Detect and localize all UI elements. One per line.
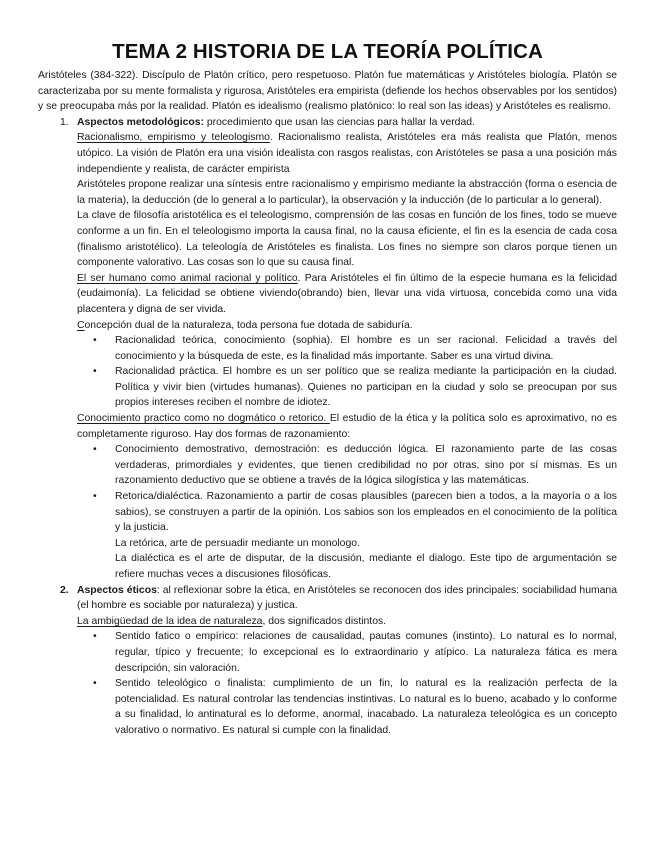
list-item-text: Sentido fatico o empírico: relaciones de causalidad, pautas comunes (instinto). Lo natural es lo normal, regular, típico y frecuente; lo excepcional es lo extraordinario y atípico. La naturaleza fática es mera descripción, sin valoración.	[115, 631, 617, 674]
list-item-text: Conocimiento demostrativo, demostración: es deducción lógica. El razonamiento parte de las cosas verdaderas, primordiales y evidentes, que tienen credibilidad no por otras, sino por sí mismas. Es un razonamiento deductivo que se obtiene a través de la lógica silogística y las matemáticas.	[115, 444, 617, 487]
section-2-heading-line	[77, 583, 617, 614]
bullet-icon: •	[93, 491, 97, 503]
bullet-icon: •	[93, 335, 97, 347]
bullet-list-naturaleza	[77, 629, 617, 738]
list-item	[77, 489, 617, 583]
subheading-ser-humano: El ser humano como animal racional y político	[77, 272, 298, 284]
paragraph-racionalismo	[77, 130, 617, 177]
bullet-list-razonamiento	[77, 442, 617, 582]
list-item-text: Racionalidad práctica. El hombre es un ser político que se realiza mediante la participación en la ciudad. Política y vivir bien (virtudes humanas). Quienes no participan en la ciudad y solo se preocupan por sus propios intereses reciben el nombre de idiotez.	[115, 366, 617, 409]
list-item-text: Racionalidad teórica, conocimiento (sophia). El hombre es un ser racional. Felicidad a través del conocimiento y la búsqueda de este, es la finalidad más importante. Saber es una virtud divina.	[115, 335, 617, 362]
paragraph-teleologismo: La clave de filosofía aristotélica es el teleologismo, comprensión de las cosas en función de los fines, todo se mueve conforme a un fin. En el teleologismo importa la causa final, no la causa eficiente, el fin es la esencia de cada cosa (finalismo aristotélico). La teleología de Aristóteles es finalista. Los fines no siempre son claros porque tienen un componente valorativo. Las cosas son lo que su causa final.	[77, 210, 617, 269]
subheading-ambiguedad: La ambigüedad de la idea de naturaleza	[77, 615, 263, 627]
section-2-number: 2.	[60, 584, 69, 596]
section-list	[38, 115, 617, 739]
bullet-list-racionalidad	[77, 333, 617, 411]
paragraph-ser-humano-text: . Para Aristóteles el fin último de la especie humana es la felicidad (eudaimonía). La felicidad se obtiene viviendo(obrando) bien, llevar una vida virtuosa, concebida como una vida placentera y digna de ser vivida.	[77, 272, 617, 315]
section-1-heading-rest: procedimiento que usan las ciencias para hallar la verdad.	[204, 116, 475, 128]
subheading-racionalismo: Racionalismo, empirismo y teleologismo	[77, 132, 270, 144]
paragraph-sintesis: Aristóteles propone realizar una síntesis entre racionalismo y empirismo mediante la abstracción (forma o esencia de la materia), la deducción (de lo general a lo particular), la observación y la inducción (de lo particular a lo general).	[77, 179, 617, 206]
page-title: TEMA 2 HISTORIA DE LA TEORÍA POLÍTICA	[112, 40, 543, 63]
paragraph-ser-humano	[77, 271, 617, 318]
list-item-retorica: La retórica, arte de persuadir mediante un monologo.	[115, 537, 360, 549]
bullet-icon: •	[93, 444, 97, 456]
list-item-text: Sentido teleológico o finalista: cumplimiento de un fin, lo natural es la realización perfecta de la potencialidad. Es natural controlar las tendencias instintivas. Lo natural es lo bueno, acabado y lo conforme a su finalidad, lo antinatural es lo deforme, anormal, inacabado. La naturaleza teleológica es un concepto valorativo o normativo. Es natural si cumple con la finalidad.	[115, 678, 617, 736]
list-item	[77, 333, 617, 364]
section-1-heading: Aspectos metodológicos:	[77, 116, 205, 128]
paragraph-ambiguedad	[77, 614, 617, 630]
paragraph-conocimiento-text: El estudio de la ética y la política solo es aproximativo, no es completamente riguroso. Hay dos formas de razonamiento:	[77, 413, 618, 440]
list-item	[77, 676, 617, 738]
section-1-heading-line	[77, 115, 617, 131]
section-2	[38, 583, 617, 739]
list-item	[77, 442, 617, 489]
section-2-heading: Aspectos éticos	[77, 584, 157, 596]
bullet-icon: •	[93, 366, 97, 378]
subheading-conocimiento-practico: Conocimiento practico como no dogmático o retorico.	[77, 413, 330, 425]
paragraph-ambiguedad-text: , dos significados distintos.	[262, 615, 387, 627]
section-1-number: 1.	[60, 116, 69, 128]
paragraph-concepcion-dual	[77, 318, 617, 334]
paragraph-conocimiento-practico	[77, 411, 617, 442]
list-item-dialectica: La dialéctica es el arte de disputar, de la discusión, mediante el dialogo. Este tipo de argumentación se refiere muchas veces a discusiones filosóficas.	[115, 553, 617, 580]
document-page	[38, 40, 617, 739]
bullet-icon: •	[93, 678, 97, 690]
paragraph-concepcion-text: oncepción dual de la naturaleza, toda persona fue dotada de sabiduría.	[84, 319, 413, 331]
list-item-text: Retorica/dialéctica. Razonamiento a partir de cosas plausibles (parecen bien a todos, a la mayoría o a los sabios), se construyen a partir de la opinión. Los sabios son los empleados en el conocimiento de la política y la justicia.	[115, 491, 617, 534]
intro-paragraph: Aristóteles (384-322). Discípulo de Platón crítico, pero respetuoso. Platón fue matemáticas y Aristóteles biología. Platón se caracterizaba por su mente formalista y rigurosa, Aristóteles era empirista (defiende los hechos observables por los sentidos) y se preocupaba más por la realidad. Platón es idealismo (realismo platónico: lo real son las ideas) y Aristóteles es realismo.	[38, 70, 617, 113]
section-2-heading-rest: : al reflexionar sobre la ética, en Aristóteles se reconocen dos ides principales: sociabilidad humana (el hombre es sociable por naturaleza) y justica.	[77, 584, 617, 612]
paragraph-racionalismo-text: . Racionalismo realista, Aristóteles era más realista que Platón, menos utópico. La visión de Platón era una visión idealista con rasgos realistas, con Aristóteles se pasa a una posición más independiente y realista, de carácter empirista	[77, 132, 617, 175]
list-item	[77, 364, 617, 411]
list-item	[77, 629, 617, 676]
bullet-icon: •	[93, 631, 97, 643]
section-1	[38, 115, 617, 583]
subheading-concepcion-initial: C	[77, 319, 85, 331]
